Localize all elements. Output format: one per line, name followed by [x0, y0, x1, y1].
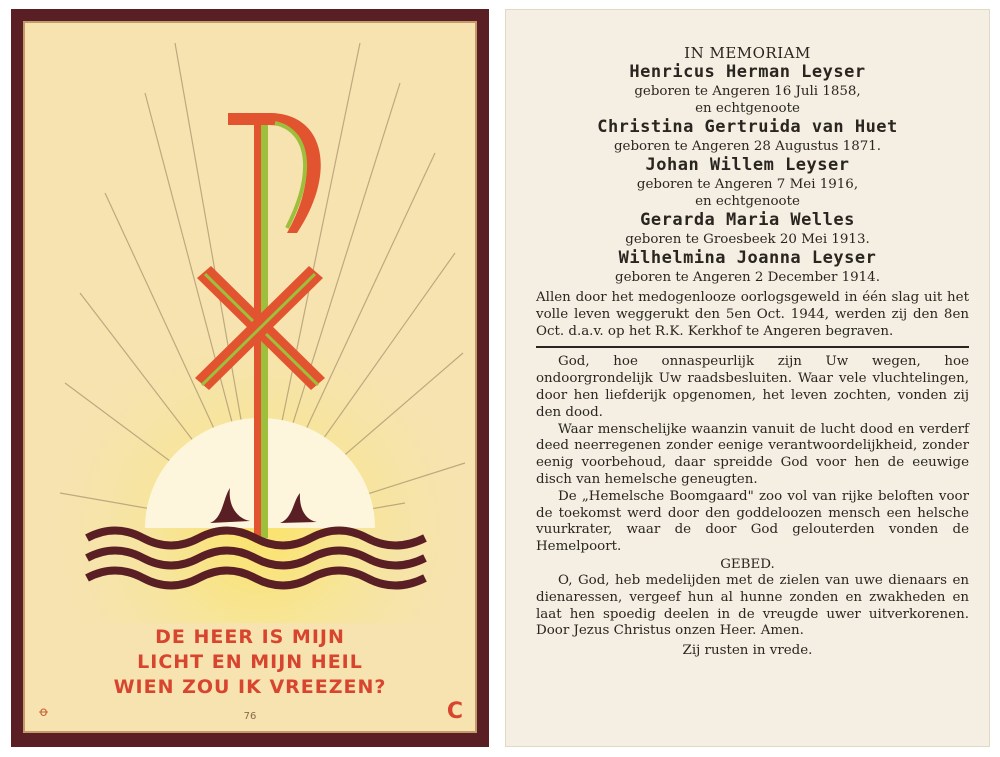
person-birth: geboren te Angeren 16 Juli 1858,: [634, 84, 861, 99]
person-entry: [506, 117, 989, 155]
motto-line: WIEN ZOU IK VREEZEN?: [113, 676, 387, 698]
person-name: Johan Willem Leyser: [645, 155, 850, 175]
sea-waves: [87, 531, 425, 586]
person-name: Henricus Herman Leyser: [629, 62, 866, 82]
in-memoriam-heading: IN MEMORIAM: [684, 44, 811, 62]
person-birth: geboren te Angeren 2 December 1914.: [615, 270, 880, 285]
reflection-paragraph: Waar menschelijke waanzin vanuit de lucht dood en verderf deed neerregenen zonder eenige verantwoordelijkheid, zonder eenig voorbehoud, daar spreidde God voor hen de eeuwige disch van hemelsche geneugten.: [536, 421, 969, 487]
motto-line: DE HEER IS MIJN: [155, 626, 345, 648]
death-circumstances-paragraph: Allen door het medogenlooze oorlogsgeweld in één slag uit het volle leven weggerukt den 5en Oct. 1944, werden zij den 8en Oct. d.a.v. op het R.K. Kerkhof te Angeren begraven.: [536, 290, 969, 339]
person-relation: en echtgenoote: [695, 101, 800, 116]
person-birth: geboren te Groesbeek 20 Mei 1913.: [625, 232, 870, 247]
divider-rule: [536, 346, 969, 348]
motto-text: [25, 625, 475, 700]
person-entry: [506, 210, 989, 248]
person-name: Christina Gertruida van Huet: [597, 117, 898, 137]
person-birth: geboren te Angeren 28 Augustus 1871.: [613, 139, 882, 154]
person-birth: geboren te Angeren 7 Mei 1916,: [636, 177, 859, 192]
prayer-text: O, God, heb medelijden met de zielen van uwe dienaars en dienaressen, vergeef hun al hunne zonden en zwakheden en laat hen spoedig deelen in de vreugde uwer uitverkorenen. Door Jezus Christus onzen Heer. Amen.: [536, 572, 969, 639]
card-front-panel: [23, 21, 477, 733]
publisher-monogram-right: C: [446, 699, 463, 724]
person-entry: [506, 248, 989, 286]
artist-monogram-left: ꝋ: [39, 705, 49, 720]
memorial-card-back: [505, 9, 990, 747]
person-entry: [506, 155, 989, 210]
reflection-paragraph: God, hoe onnaspeurlijk zijn Uw wegen, hoe ondoorgrondelijk Uw raadsbesluiten. Waar vele vluchtelingen, door hen liefderijk opgenomen, het leven zochten, vonden zij den dood.: [536, 354, 969, 420]
prayer-heading: GEBED.: [720, 556, 775, 572]
closing-line: Zij rusten in vrede.: [682, 643, 813, 659]
card-number: 76: [243, 711, 257, 722]
motto-line: LICHT EN MIJN HEIL: [137, 651, 363, 673]
memorial-card-front: [11, 9, 489, 747]
person-entry: [506, 62, 989, 117]
chi-rho-sunrise-illustration: [25, 23, 475, 623]
person-relation: en echtgenoote: [695, 194, 800, 209]
person-name: Gerarda Maria Welles: [640, 210, 855, 230]
reflection-paragraph: De „Hemelsche Boomgaard" zoo vol van rijke beloften voor de toekomst werd door den goddeloozen mensch een helsche vuurkrater, waar de door God gelouterden vonden de Hemelpoort.: [536, 488, 969, 555]
person-name: Wilhelmina Joanna Leyser: [618, 248, 877, 268]
